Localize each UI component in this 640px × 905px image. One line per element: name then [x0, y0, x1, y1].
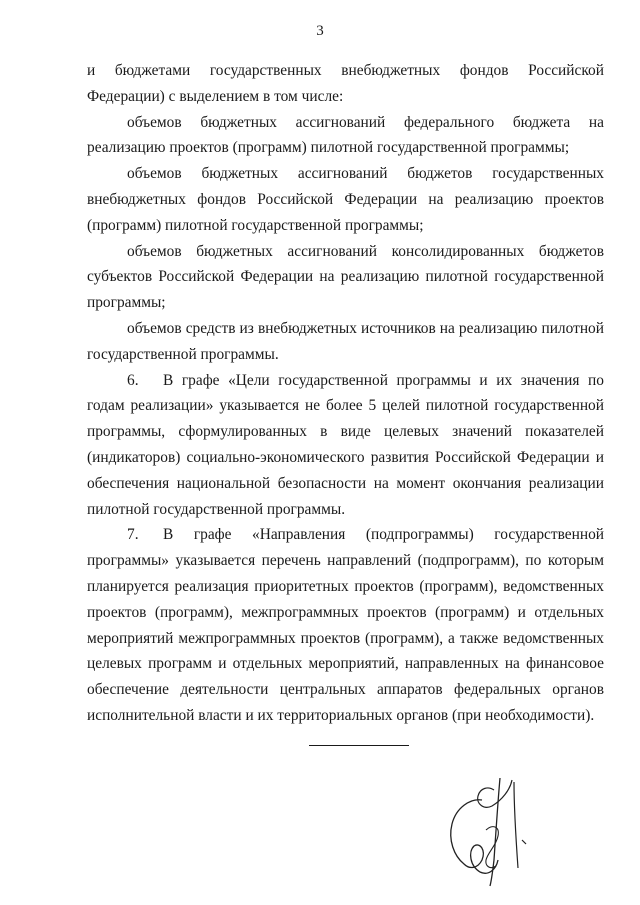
- paragraph-continuation: и бюджетами государственных внебюджетных фондов Российской Федерации) с выделением в том числе:: [87, 62, 604, 105]
- paragraph-extrabudgetary-sources: объемов средств из внебюджетных источников на реализацию пилотной государственной программы.: [87, 319, 604, 363]
- item-text: В графе «Цели государственной программы и их значения по годам реализации» указывается не более 5 целей пилотной государственной программы, сформулированных в виде целевых значений показателей (индикаторов) социально-экономического развития Российской Федерации и обеспечения национальной безопасности на момент окончания реализации пилотной государственной программы.: [87, 371, 604, 518]
- page-number: 3: [316, 23, 324, 39]
- handwritten-signature: [430, 760, 550, 890]
- paragraph-extrabudgetary-funds: объемов бюджетных ассигнований бюджетов государственных внебюджетных фондов Российской Федерации на реализацию проектов (программ) пилотной государственной программы;: [87, 165, 604, 234]
- item-number: 7.: [127, 526, 139, 544]
- item-number: 6.: [127, 371, 139, 389]
- item-text: В графе «Направления (подпрограммы) государственной программы» указывается перечень направлений (подпрограмм), по которым планируется реализация приоритетных проектов (программ), ведомственных проектов (программ), межпрограммных проектов (программ) и отдельных мероприятий межпрограммных проектов (программ), а также ведомственных целевых программ и отдельных мероприятий, направленных на финансовое обеспечение деятельности центральных аппаратов федеральных органов исполнительной власти и их территориальных органов (при необходимости).: [87, 526, 604, 724]
- paragraph-consolidated-budgets: объемов бюджетных ассигнований консолидированных бюджетов субъектов Российской Федерации на реализацию пилотной государственной программы;: [87, 242, 604, 312]
- end-divider-line: [309, 745, 409, 746]
- paragraph-federal-budget: объемов бюджетных ассигнований федерального бюджета на реализацию проектов (программ) пилотной государственной программы;: [87, 113, 604, 157]
- numbered-item-7: [87, 522, 604, 728]
- numbered-item-6: [87, 368, 604, 523]
- document-body: [87, 58, 604, 729]
